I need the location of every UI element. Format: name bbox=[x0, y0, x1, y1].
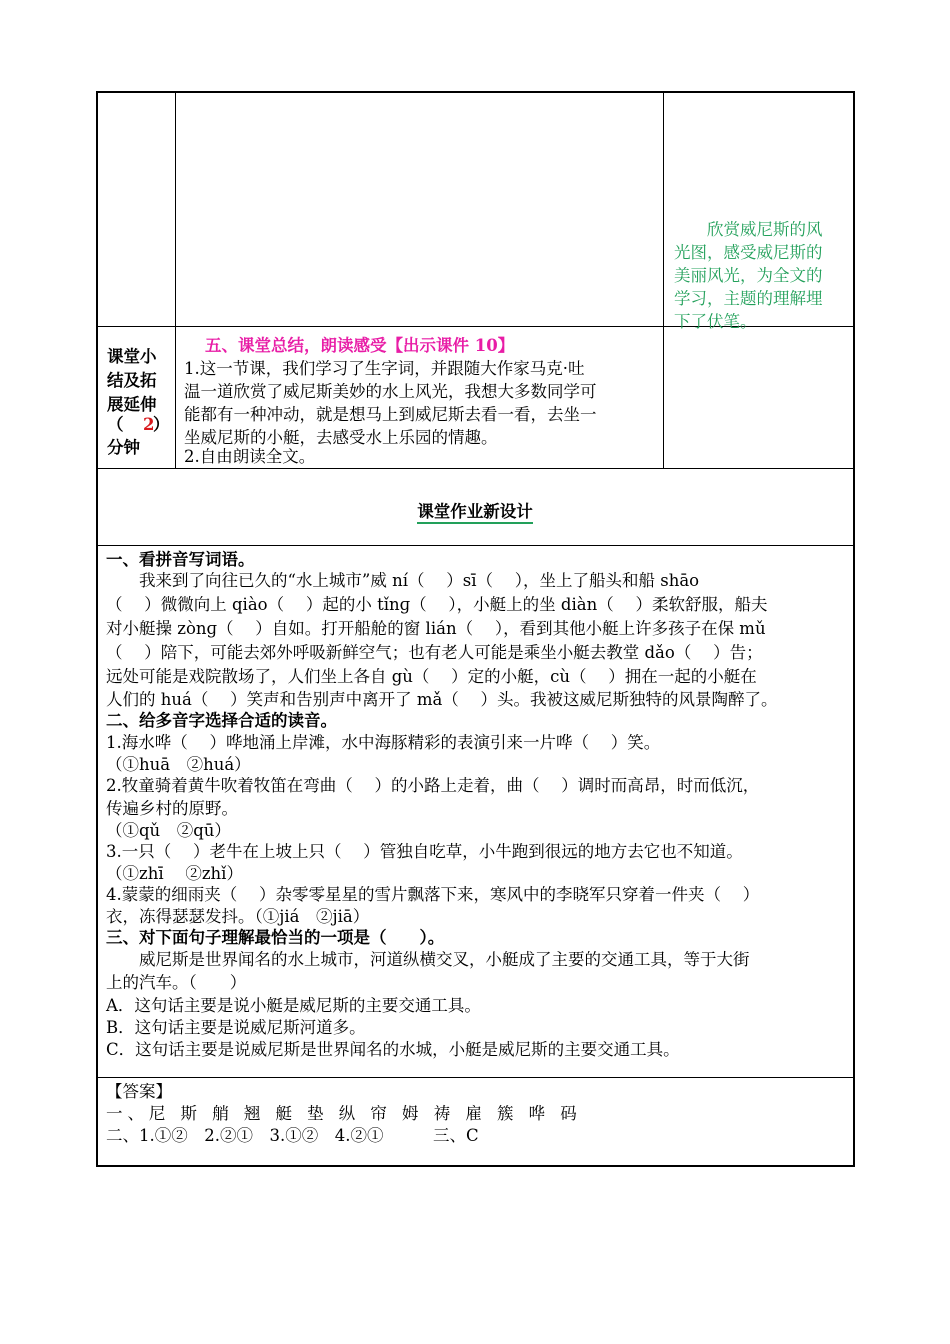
label-paren-close: ） bbox=[153, 415, 170, 434]
row-divider-4 bbox=[96, 1077, 855, 1078]
answer-heading: 【答案】 bbox=[106, 1082, 172, 1101]
table-border-right bbox=[853, 91, 855, 1167]
question-line: （ ）微微向上 qiào（ ）起的小 tǐnɡ（ ），小艇上的坐 diàn（ ）柔软舒服，船夫 bbox=[106, 595, 768, 614]
question-line: 传遍乡村的原野。 bbox=[106, 799, 238, 818]
question-line: 1.海水哗（ ）哗地涌上岸滩，水中海豚精彩的表演引来一片哗（ ）笑。 bbox=[106, 733, 661, 752]
column-divider-2 bbox=[663, 91, 664, 469]
option-line: （①qǔ ②qū） bbox=[106, 821, 231, 840]
question-line: 3.一只（ ）老牛在上坡上只（ ）管独自吃草，小牛跑到很远的地方去它也不知道。 bbox=[106, 842, 743, 861]
summary-line: 能都有一种冲动，就是想马上到威尼斯去看一看，去坐一 bbox=[184, 405, 597, 424]
note-line: 下了伏笔。 bbox=[674, 312, 757, 331]
choice-b: B．这句话主要是说威尼斯河道多。 bbox=[106, 1018, 366, 1037]
column-divider-1 bbox=[175, 91, 176, 469]
option-line: （①huā ②huá） bbox=[106, 755, 251, 774]
note-line: 光图，感受威尼斯的 bbox=[674, 243, 823, 262]
table-border-left bbox=[96, 91, 98, 1167]
question-line: 上的汽车。（ ） bbox=[106, 973, 247, 992]
choice-a: A．这句话主要是说小艇是威尼斯的主要交通工具。 bbox=[106, 996, 481, 1015]
label-line: 结及拓 bbox=[107, 371, 157, 390]
answer-line: 一、尼 斯 艄 翘 艇 垫 纵 帘 姆 祷 雇 簇 哗 码 bbox=[106, 1104, 582, 1123]
summary-heading: 五、课堂总结，朗读感受【出示课件 10】 bbox=[205, 336, 515, 355]
choice-c: C．这句话主要是说威尼斯是世界闻名的水城，小艇是威尼斯的主要交通工具。 bbox=[106, 1040, 680, 1059]
label-paren-open: （ bbox=[107, 415, 124, 434]
question-line: 2.牧童骑着黄牛吹着牧笛在弯曲（ ）的小路上走着，曲（ ）调时而高昂，时而低沉， bbox=[106, 776, 760, 795]
summary-line: 1.这一节课，我们学习了生字词，并跟随大作家马克·吐 bbox=[184, 359, 585, 378]
table-border-top bbox=[96, 91, 855, 93]
section-heading: 一、看拼音写词语。 bbox=[106, 550, 255, 569]
question-line: 威尼斯是世界闻名的水上城市，河道纵横交叉，小艇成了主要的交通工具，等于大街 bbox=[139, 950, 750, 969]
note-line: 学习，主题的理解埋 bbox=[674, 289, 823, 308]
table-border-bottom bbox=[96, 1165, 855, 1167]
homework-title: 课堂作业新设计 bbox=[97, 498, 853, 522]
summary-line: 2.自由朗读全文。 bbox=[184, 447, 316, 466]
summary-line: 温一道欣赏了威尼斯美妙的水上风光，我想大多数同学可 bbox=[184, 382, 597, 401]
question-line: （ ）陪下，可能去郊外呼吸新鲜空气；也有老人可能是乘坐小艇去教堂 dǎo（ ）告； bbox=[106, 643, 763, 662]
answer-line: 二、1.①② 2.②① 3.①② 4.②① 三、C bbox=[106, 1126, 479, 1145]
option-line: （①zhī ②zhǐ） bbox=[106, 864, 243, 883]
label-line: 分钟 bbox=[107, 438, 140, 457]
section-heading: 二、给多音字选择合适的读音。 bbox=[106, 711, 337, 730]
question-line: 衣，冻得瑟瑟发抖。（①jiá ②jiā） bbox=[106, 907, 370, 926]
section-heading: 三、对下面句子理解最恰当的一项是（ ）。 bbox=[106, 928, 445, 947]
question-line: 我来到了向往已久的“水上城市”威 ní（ ）sī（ ），坐上了船头和船 shāo bbox=[139, 571, 700, 590]
summary-line: 坐威尼斯的小艇，去感受水上乐园的情趣。 bbox=[184, 428, 498, 447]
label-minutes: 2 bbox=[143, 415, 155, 434]
label-line: 展延伸 bbox=[107, 395, 157, 414]
note-line: 美丽风光，为全文的 bbox=[674, 266, 823, 285]
row-divider-3 bbox=[96, 545, 855, 546]
question-line: 4.蒙蒙的细雨夹（ ）杂零零星星的雪片飘落下来，寒风中的李晓军只穿着一件夹（ ） bbox=[106, 885, 760, 904]
question-line: 远处可能是戏院散场了，人们坐上各自 gù（ ）定的小艇，cù（ ）拥在一起的小艇在 bbox=[106, 667, 757, 686]
question-line: 人们的 huá（ ）笑声和告别声中离开了 mǎ（ ）头。我被这威尼斯独特的风景陶醉了。 bbox=[106, 690, 778, 709]
label-line: 课堂小 bbox=[107, 347, 157, 366]
note-line: 欣赏威尼斯的风 bbox=[707, 220, 823, 239]
row-divider-2 bbox=[96, 468, 855, 469]
question-line: 对小艇操 zònɡ（ ）自如。打开船舱的窗 lián（ ），看到其他小艇上许多孩子在保 mǔ bbox=[106, 619, 766, 638]
